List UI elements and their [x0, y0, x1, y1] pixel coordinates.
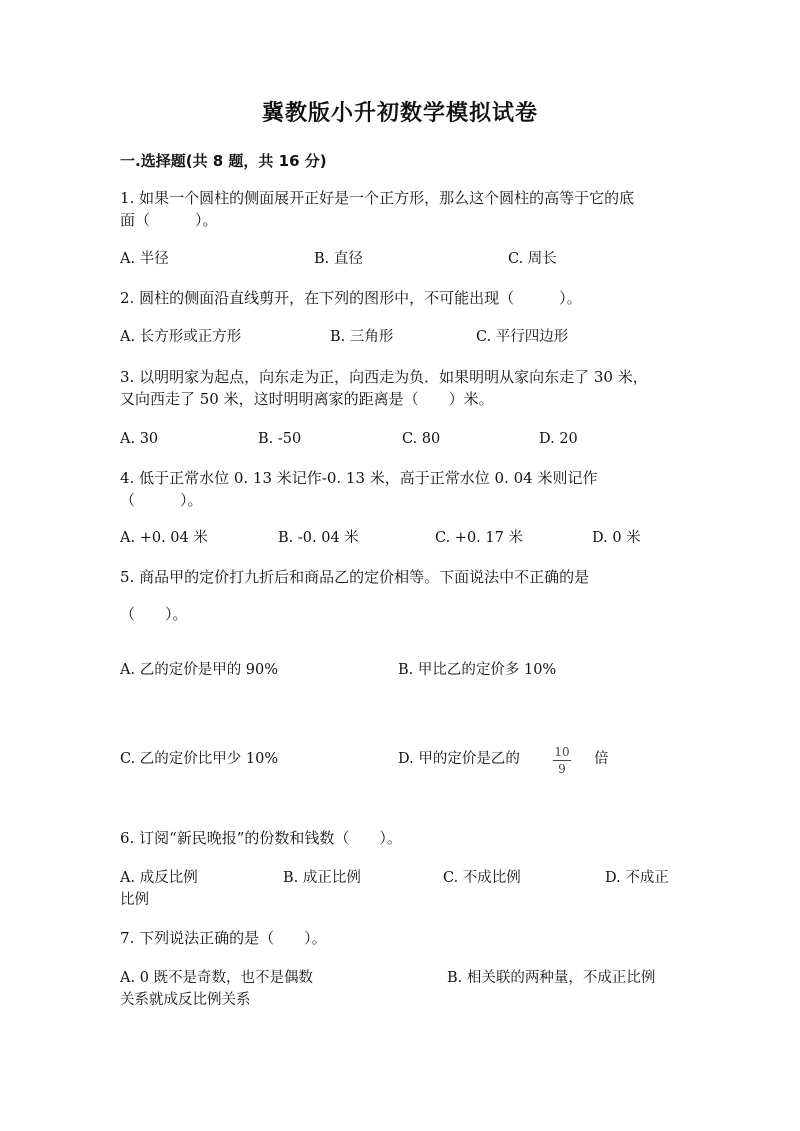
question-5-option-d-suffix: 倍 — [594, 751, 609, 767]
question-6-option-d-wrap: 比例 — [120, 892, 149, 908]
question-2-line-1: 2. 圆柱的侧面沿直线剪开，在下列的图形中，不可能出现（ ）。 — [120, 289, 582, 307]
question-5-option-b: B. 甲比乙的定价多 10% — [398, 662, 557, 678]
question-4-option-c: C. +0. 17 米 — [435, 530, 523, 546]
question-3-option-d: D. 20 — [539, 431, 578, 447]
question-1-option-a: A. 半径 — [120, 251, 169, 267]
question-7-option-b: B. 相关联的两种量，不成正比例 — [447, 970, 656, 986]
question-1-line-2: 面（ ）。 — [120, 211, 218, 229]
question-3-option-c: C. 80 — [402, 431, 441, 447]
question-2-option-c: C. 平行四边形 — [476, 329, 569, 345]
fraction-ten-ninths — [553, 745, 571, 776]
question-4-line-1: 4. 低于正常水位 0. 13 米记作-0. 13 米，高于正常水位 0. 04 米则记作 — [120, 469, 598, 487]
question-1-line-1: 1. 如果一个圆柱的侧面展开正好是一个正方形，那么这个圆柱的高等于它的底 — [120, 189, 635, 207]
question-1-option-b: B. 直径 — [314, 251, 363, 267]
question-1-option-c: C. 周长 — [508, 251, 557, 267]
question-4-line-2: （ ）。 — [120, 491, 203, 509]
question-6-option-b: B. 成正比例 — [283, 870, 361, 886]
question-7-option-b-wrap: 关系就成反比例关系 — [120, 992, 251, 1008]
question-6-line-1: 6. 订阅“新民晚报”的份数和钱数（ ）。 — [120, 829, 402, 847]
question-3-option-b: B. -50 — [258, 431, 302, 447]
question-7-line-1: 7. 下列说法正确的是（ ）。 — [120, 929, 327, 947]
question-4-option-d: D. 0 米 — [592, 530, 641, 546]
question-6-option-d: D. 不成正 — [605, 870, 669, 886]
question-5-option-d: D. 甲的定价是乙的 — [398, 751, 520, 767]
page-title: 冀教版小升初数学模拟试卷 — [261, 101, 538, 126]
question-3-line-2: 又向西走了 50 米，这时明明离家的距离是（ ）米。 — [120, 390, 494, 408]
question-4-option-a: A. +0. 04 米 — [120, 530, 208, 546]
question-5-option-a: A. 乙的定价是甲的 90% — [120, 662, 279, 678]
question-5-option-c: C. 乙的定价比甲少 10% — [120, 751, 279, 767]
question-3-line-1: 3. 以明明家为起点，向东走为正，向西走为负．如果明明从家向东走了 30 米， — [120, 368, 648, 386]
fraction-bar — [553, 760, 571, 761]
question-4-option-b: B. -0. 04 米 — [278, 530, 359, 546]
section-heading: 一.选择题(共 8 题，共 16 分) — [120, 152, 327, 170]
fraction-numerator: 10 — [554, 745, 570, 759]
question-6-option-c: C. 不成比例 — [443, 870, 521, 886]
question-3-option-a: A. 30 — [120, 431, 159, 447]
question-2-option-b: B. 三角形 — [330, 329, 394, 345]
question-2-option-a: A. 长方形或正方形 — [120, 329, 242, 345]
question-5-line-2: （ ）。 — [120, 605, 188, 623]
question-6-option-a: A. 成反比例 — [120, 870, 198, 886]
question-7-option-a: A. 0 既不是奇数，也不是偶数 — [120, 970, 314, 986]
question-5-line-1: 5. 商品甲的定价打九折后和商品乙的定价相等。下面说法中不正确的是 — [120, 568, 590, 586]
fraction-denominator: 9 — [558, 762, 566, 776]
